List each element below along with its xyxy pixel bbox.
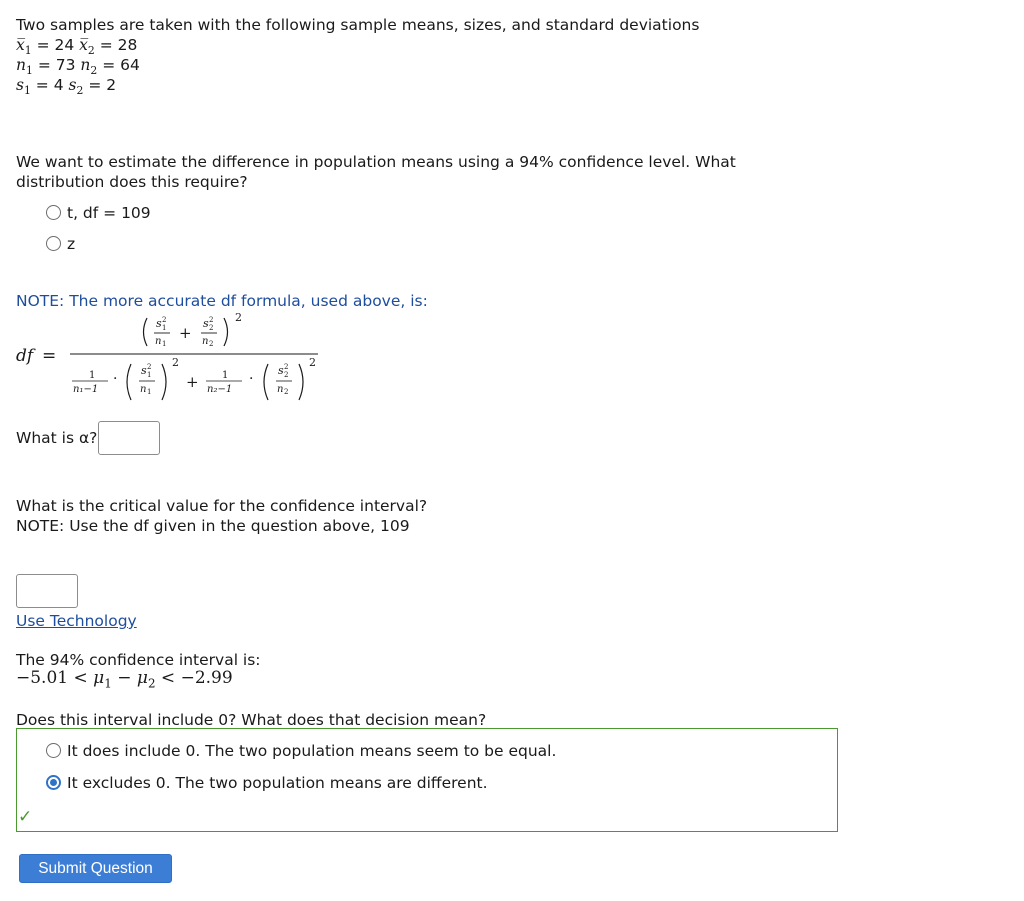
radio-z[interactable] [46,236,61,251]
correct-check-icon: ✓ [18,807,33,827]
svg-text:n: n [140,384,147,395]
question-distribution: We want to estimate the difference in population means using a 94% confidence level. What distribution does this require? [16,153,736,191]
df-lhs: df [16,346,34,366]
problem-intro: Two samples are taken with the following sample means, sizes, and standard deviations [16,16,700,34]
svg-text:2: 2 [284,388,289,396]
sample-means: $x̅_1 = 24$ $x̅_2 = 28$ [16,36,138,58]
svg-text:2: 2 [284,371,289,379]
sample-sizes: $n_1 = 73$ $n_2 = 64$ [16,56,140,78]
radio-includes-zero[interactable] [46,743,61,758]
option-includes-zero[interactable]: It does include 0. The two population means seem to be equal. [46,741,556,761]
option-t-dist[interactable]: t, df = 109 [46,203,151,223]
svg-text:·: · [249,371,254,387]
svg-text:+: + [186,373,199,391]
svg-text:n: n [277,384,284,395]
svg-text:1: 1 [162,324,167,332]
svg-text:2: 2 [162,316,167,324]
answer-box [16,728,838,832]
alpha-input[interactable] [98,421,160,455]
radio-t[interactable] [46,205,61,220]
svg-text:1: 1 [147,371,152,379]
svg-text:2: 2 [147,363,152,371]
question-interval-zero: Does this interval include 0? What does that decision mean? [16,711,487,729]
critical-value-input[interactable] [16,574,78,608]
sample-sds: $s_1 = 4$ $s_2 = 2$ [16,76,117,98]
df-note: NOTE: The more accurate df formula, used above, is: [16,292,428,310]
svg-text:+: + [179,324,192,342]
svg-text:2: 2 [309,356,316,369]
use-technology-link[interactable]: Use Technology [16,612,137,630]
svg-text:2: 2 [172,356,179,369]
svg-text:1: 1 [89,370,96,381]
svg-text:2: 2 [284,363,289,371]
submit-question-button[interactable]: Submit Question [19,854,172,883]
option-z-dist[interactable]: z [46,234,75,254]
interval-expression: $-5.01 < \mu_1 - \mu_2 < -2.99$ [16,668,233,691]
svg-text:2: 2 [235,312,242,324]
svg-text:s: s [141,364,147,377]
df-formula [16,312,336,402]
svg-text:2: 2 [209,324,214,332]
option-excludes-zero[interactable]: It excludes 0. The two population means are different. [46,773,488,793]
svg-text:1: 1 [222,370,229,381]
svg-text:n: n [202,336,209,347]
svg-text:2: 2 [209,340,214,348]
critical-question: What is the critical value for the confidence interval? [16,497,428,515]
svg-text:s: s [203,317,209,330]
svg-text:2: 2 [209,316,214,324]
svg-text:s: s [278,364,284,377]
svg-text:1: 1 [162,340,167,348]
svg-text:·: · [113,371,118,387]
svg-text:n₂−1: n₂−1 [207,384,233,395]
svg-text:n₁−1: n₁−1 [73,384,99,395]
svg-text:n: n [155,336,162,347]
svg-text:s: s [156,317,162,330]
svg-text:1: 1 [147,388,152,396]
interval-label: The 94% confidence interval is: [16,651,261,669]
df-eq: = [42,346,57,366]
critical-note: NOTE: Use the df given in the question above, 109 [16,517,410,535]
radio-excludes-zero[interactable] [46,775,61,790]
alpha-label: What is α? [16,429,98,447]
